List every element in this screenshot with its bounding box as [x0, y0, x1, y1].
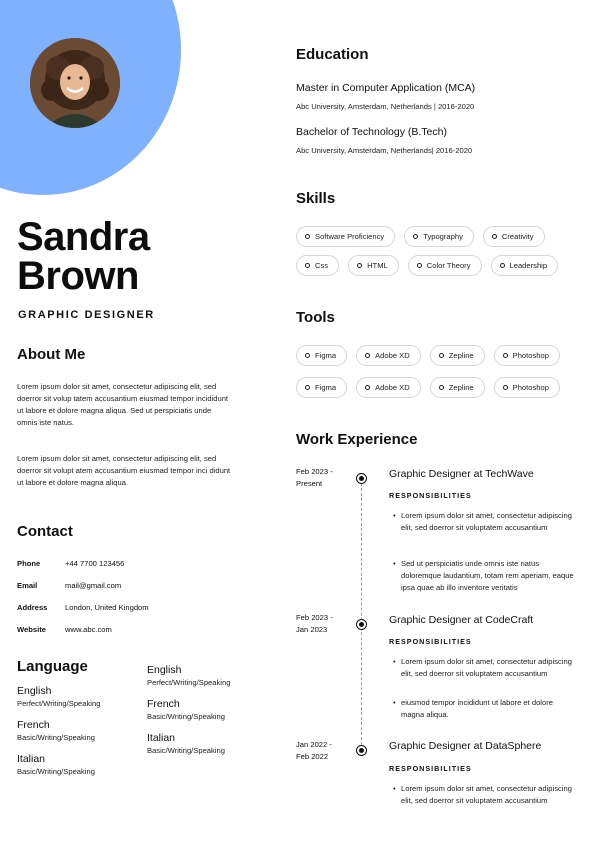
- timeline-marker-icon: [356, 745, 367, 756]
- language-name: French: [147, 698, 180, 710]
- chip-label: Color Theory: [426, 261, 471, 270]
- contact-value: London, United Kingdom: [65, 603, 149, 612]
- responsibility-item: • Lorem ipsum dolor sit amet, consectetur adipiscing elit, sed doerror sit voluptatem accusantium: [393, 656, 578, 680]
- bullet-circle-icon: [305, 353, 310, 358]
- contact-label: Website: [17, 625, 46, 634]
- chip-label: Adobe XD: [375, 351, 410, 360]
- contact-value: www.abc.com: [65, 625, 112, 634]
- education-school: Abc University, Amsterdam, Netherlands | 2016-2020: [296, 102, 475, 111]
- job-date: [296, 612, 333, 636]
- skills-heading: Skills: [296, 190, 336, 207]
- bullet-circle-icon: [305, 385, 310, 390]
- language-item: [17, 685, 100, 708]
- responsibilities-label: RESPONSIBILITIES: [389, 637, 472, 646]
- skill-chip: [491, 255, 559, 276]
- language-item: [17, 719, 95, 742]
- job-title: Graphic Designer at CodeCraft: [389, 614, 534, 626]
- chip-label: Figma: [315, 383, 337, 392]
- bullet-circle-icon: [365, 385, 370, 390]
- language-level: Perfect/Writing/Speaking: [17, 699, 101, 708]
- responsibility-item: • eiusmod tempor incididunt ut labore et dolore magna aliqua.: [393, 697, 578, 721]
- bullet-circle-icon: [365, 353, 370, 358]
- responsibility-item: • Sed ut perspiciatis unde omnis iste natus doloremque laudantium, totam rem aperiam, eaque ipsa quae ab illo inventore veritatis: [393, 558, 578, 594]
- skill-chip: [404, 226, 474, 247]
- language-name: English: [147, 664, 182, 676]
- job-date: [296, 466, 333, 490]
- tool-chip: [356, 377, 421, 398]
- job-title: Graphic Designer at DataSphere: [389, 740, 542, 752]
- chip-label: Zepline: [448, 351, 474, 360]
- date-line: Feb 2022: [296, 752, 329, 761]
- job-date: [296, 739, 332, 763]
- chip-label: Creativity: [501, 232, 534, 241]
- chip-label: Photoshop: [512, 351, 549, 360]
- chip-label: Leadership: [509, 261, 548, 270]
- language-name: English: [17, 685, 52, 697]
- chip-label: Css: [315, 261, 329, 270]
- bullet-circle-icon: [417, 263, 422, 268]
- skills-row: [296, 255, 558, 276]
- chip-label: HTML: [367, 261, 388, 270]
- about-paragraph-1: Lorem ipsum dolor sit amet, consectetur adipiscing elit, sed doerror sit volup tatem accusantium eiusmad tempor incididunt ut labore et dolore magna aliqua. Sed ut perspiciatis unde omnis iste natus.: [17, 382, 229, 427]
- contact-heading: Contact: [17, 523, 73, 540]
- skill-chip: [296, 255, 339, 276]
- timeline-marker-icon: [356, 619, 367, 630]
- job-title: Graphic Designer at TechWave: [389, 468, 534, 480]
- date-line: Feb 2023 -: [296, 613, 333, 622]
- bullet-circle-icon: [439, 385, 444, 390]
- contact-label: Phone: [17, 559, 41, 568]
- education-school: Abc University, Amsterdam, Netherlands| 2016-2020: [296, 146, 473, 155]
- about-paragraph-2: Lorem ipsum dolor sit amet, consectetur adipiscing elit, sed doerror sit volupt atem accusantium eiusmad tempor inci didunt ut labore et dolore magna aliqua.: [17, 454, 231, 487]
- language-level: Perfect/Writing/Speaking: [147, 678, 231, 687]
- language-level: Basic/Writing/Speaking: [147, 746, 225, 755]
- skill-chip: [296, 226, 395, 247]
- education-degree: Master in Computer Application (MCA): [296, 82, 476, 94]
- profile-photo: [30, 38, 120, 128]
- skill-chip: [483, 226, 545, 247]
- skill-chip: [408, 255, 482, 276]
- language-item: [147, 698, 225, 721]
- person-name: [17, 215, 150, 298]
- bullet-circle-icon: [305, 263, 310, 268]
- chip-label: Figma: [315, 351, 337, 360]
- date-line: Jan 2023: [296, 625, 328, 634]
- language-name: Italian: [147, 732, 176, 744]
- bullet-circle-icon: [305, 234, 310, 239]
- chip-label: Typography: [423, 232, 463, 241]
- bullet-circle-icon: [503, 353, 508, 358]
- timeline-line: [361, 478, 362, 750]
- language-heading: Language: [17, 658, 88, 675]
- tool-chip: [430, 345, 485, 366]
- timeline-marker-icon: [356, 473, 367, 484]
- language-level: Basic/Writing/Speaking: [17, 767, 95, 776]
- contact-label: Address: [17, 603, 48, 612]
- date-line: Feb 2023 -: [296, 467, 333, 476]
- responsibilities-label: RESPONSIBILITIES: [389, 764, 472, 773]
- tool-chip: [296, 345, 347, 366]
- job-role: GRAPHIC DESIGNER: [18, 309, 155, 321]
- language-item: [17, 753, 95, 776]
- responsibility-item: • Lorem ipsum dolor sit amet, consectetur adipiscing elit, sed doerror sit voluptatem accusantium: [393, 783, 578, 807]
- bullet-circle-icon: [357, 263, 362, 268]
- tool-chip: [356, 345, 421, 366]
- chip-label: Software Proficiency: [315, 232, 385, 241]
- tool-chip: [296, 377, 347, 398]
- education-heading: Education: [296, 46, 369, 63]
- contact-value: mail@gmail.com: [65, 581, 122, 590]
- contact-value: +44 7700 123456: [65, 559, 125, 568]
- tool-chip: [430, 377, 485, 398]
- tools-row: [296, 377, 560, 398]
- first-name: Sandra: [17, 215, 150, 259]
- skills-row: [296, 226, 545, 247]
- contact-label: Email: [17, 581, 38, 590]
- chip-label: Photoshop: [512, 383, 549, 392]
- bullet-circle-icon: [503, 385, 508, 390]
- language-level: Basic/Writing/Speaking: [147, 712, 225, 721]
- language-level: Basic/Writing/Speaking: [17, 733, 95, 742]
- language-name: French: [17, 719, 50, 731]
- responsibility-item: • Lorem ipsum dolor sit amet, consectetur adipiscing elit, sed doerror sit voluptatem accusantium: [393, 510, 578, 534]
- chip-label: Zepline: [448, 383, 474, 392]
- language-name: Italian: [17, 753, 46, 765]
- last-name: Brown: [17, 254, 139, 298]
- language-item: [147, 664, 230, 687]
- bullet-circle-icon: [492, 234, 497, 239]
- tools-row: [296, 345, 560, 366]
- bullet-circle-icon: [439, 353, 444, 358]
- chip-label: Adobe XD: [375, 383, 410, 392]
- about-heading: About Me: [17, 346, 86, 363]
- date-line: Jan 2022 -: [296, 740, 332, 749]
- date-line: Present: [296, 479, 323, 488]
- tool-chip: [494, 377, 560, 398]
- experience-heading: Work Experience: [296, 431, 418, 448]
- bullet-circle-icon: [413, 234, 418, 239]
- tool-chip: [494, 345, 560, 366]
- avatar: [30, 38, 120, 128]
- responsibilities-label: RESPONSIBILITIES: [389, 491, 472, 500]
- language-item: [147, 732, 225, 755]
- bullet-circle-icon: [500, 263, 505, 268]
- skill-chip: [348, 255, 399, 276]
- education-degree: Bachelor of Technology (B.Tech): [296, 126, 447, 138]
- tools-heading: Tools: [296, 309, 335, 326]
